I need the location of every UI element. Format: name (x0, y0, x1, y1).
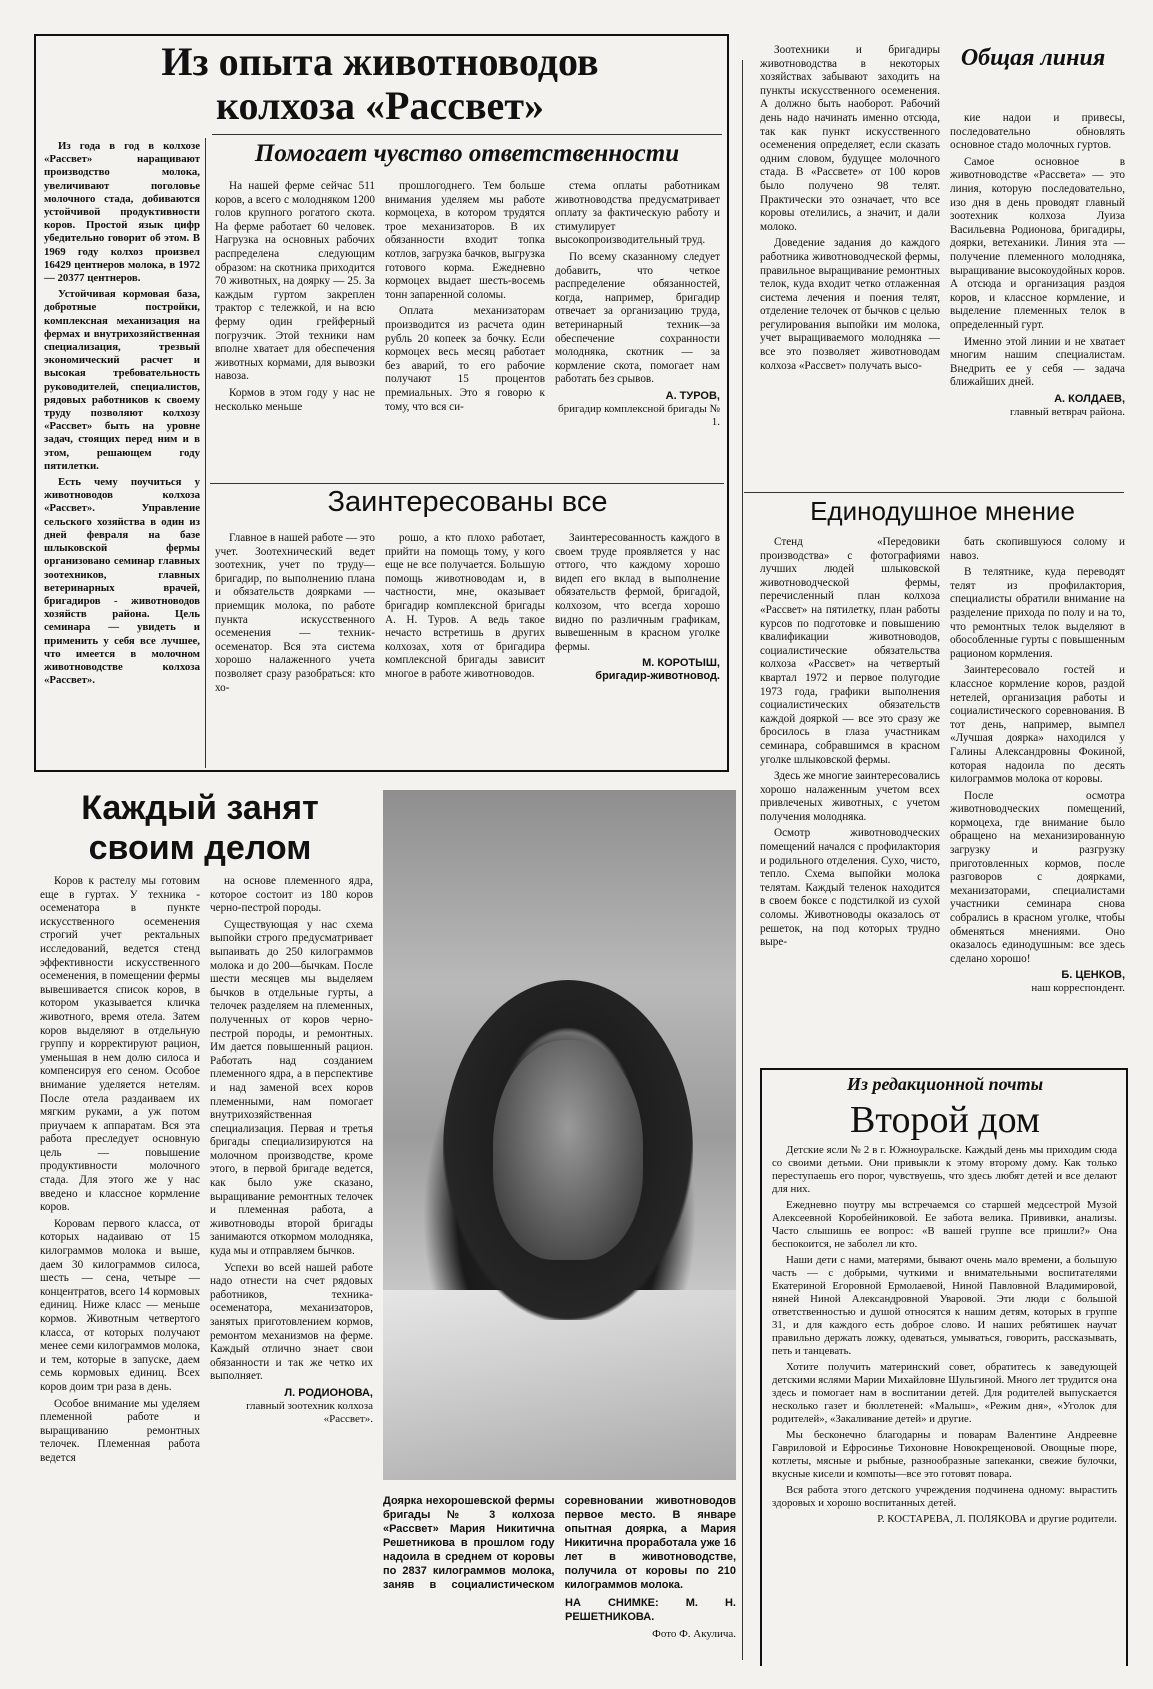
article5-signature (210, 1387, 373, 1426)
article2-column-2 (385, 532, 545, 685)
article4-paragraph: Здесь же многие заинтересовались хорошо налаженным учетом всех привлеченых животных, с учетом получения молодняка. (760, 770, 940, 823)
article5-column-2 (210, 875, 373, 1426)
article6-paragraph: Хотите получить материнский совет, обратитесь к заведующей детскими яслями Марии Михайловне Шульгиной. Много лет трудится она здесь и помогает нам в воспитании детей. Для родителей выпускается несколько газет и бюллетеней: «Малыш», «Режим дня», «Уголок для родителей», «Закаливание детей» и другие. (772, 1361, 1117, 1425)
article1-column-1 (215, 180, 375, 417)
article1-paragraph: Кормов в этом году у нас не несколько меньше (215, 386, 375, 413)
article6-paragraph: Детские ясли № 2 в г. Южноуральске. Каждый день мы приходим сюда со своими детьми. Они привыкли к этому второму дому. Как только переступаешь его порог, чувствуешь, что здесь любят детей и все делают для них. (772, 1144, 1117, 1195)
article4-signature-name: Б. ЦЕНКОВ, (1061, 969, 1125, 982)
article5-signature-role: главный зоотехник колхоза «Рассвет». (246, 1399, 373, 1425)
article2-column-3 (555, 532, 720, 683)
intro-paragraph: Устойчивая кормовая база, добротные постройки, комплексная механизация на фермах и внутрихозяйственная специализация, трезвый экономический расчет и высокая требовательность руководителей, специалистов, рядовых работников к своему труду позволяют колхозу «Рассвет» быть на уровне задач, стоящих перед ним и в этом, решающем году пятилетки. (44, 288, 200, 472)
article4-top-rule (744, 492, 1124, 493)
article6-paragraph: Наши дети с нами, матерями, бывают очень мало времени, а большую часть — с добрыми, чуткими и внимательными воспитателями Екатериной Егоровной Ермолаевой, Ниной Павловной Владимировой, няней Ниной Александровной Уваровой. Эти люди с большой ответственностью и душой относятся к нашим детям, которых в группе 31, и для каждого есть доброе слово. И наших ребятишек научат правильно держать ложку, одеваться, умываться, говорить, рассказывать, петь и танцевать. (772, 1254, 1117, 1357)
photo-credit: Фото Ф. Акулича. (652, 1628, 736, 1640)
article2-signature-name: М. КОРОТЫШ, (642, 657, 720, 670)
article2-paragraph: Заинтересованность каждого в своем труде проявляется у нас оттого, что каждому хорошо видеп его вклад в выполнение обязательств фермой, бригадой, колхозом, что всегда хорошо видно по различным графикам, вывешенным в красном уголке фермы. (555, 532, 720, 653)
article5-title-line2: своим делом (88, 829, 312, 867)
article4-column-2 (950, 536, 1125, 995)
article1-paragraph: Оплата механизаторам производится из расчета один рубль 20 копеек за бочку. Если кормоцех весь месяц работает без аварий, то его рабочие получают 15 процентов премиальных. Это я говорю к тому, что вся си- (385, 305, 545, 413)
article2-column-1 (215, 532, 375, 698)
main-headline (120, 40, 640, 128)
article4-column-1 (760, 536, 940, 953)
article6-frame-top (760, 1068, 1128, 1070)
article1-signature-role: бригадир комплексной бригады № 1. (558, 402, 720, 428)
article5-paragraph: Успехи во всей нашей работе надо отнести на счет рядовых работников, техника-осеменатора, механизаторов, занятых приготовлением кормов, ремонтом механизмов на ферме. Каждый отлично знает свои обязанности и так же четко их выполняет. (210, 1261, 373, 1383)
article5-title-line1: Каждый занят (81, 789, 319, 827)
main-headline-line1: Из опыта животноводов (161, 39, 599, 84)
article1-title-rule (212, 134, 722, 135)
article2-signature-role: бригадир-животновод. (595, 670, 720, 683)
article5-title (40, 788, 360, 868)
photo-label: НА СНИМКЕ: М. Н. РЕШЕТНИКОВА. (565, 1597, 736, 1623)
article2-paragraph: Главное в нашей работе — это учет. Зоотехнический ведет зоотехник, учет по труду— бригадир, по выполнению плана и обязательств доярками — приемщик молока, по работе пункта искусственного осеменения — техник-осеменатор. Вся эта система хорошо налаженного учета позволяет сразу разобраться: кто хо- (215, 532, 375, 694)
article5-paragraph: Особое внимание мы уделяем племенной работе и выращиванию ремонтных телочек. Племенная работа ведется (40, 1397, 200, 1464)
article1-paragraph: прошлогоднего. Тем больше внимания уделяем мы работе кормоцеха, в котором трудятся трое механизаторов. В их обязанности входит топка котлов, загрузка бачков, выгрузка готового корма. Ежедневно кормоцех выдает шесть-восемь тонн запаренной соломы. (385, 180, 545, 301)
article4-paragraph: бать скопившуюся солому и навоз. (950, 536, 1125, 562)
article4-signature (950, 969, 1125, 995)
article1-signature (555, 390, 720, 429)
frame-mid-rule (34, 770, 729, 772)
article6-paragraph: Ежедневно поутру мы встречаемся со старшей медсестрой Музой Алексеевной Коробейниковой. Ее забота велика. Прививки, анализы. Часто слышишь ее вопрос: «В вашей группе все пришли?» Она беспокоится, не заболел ли кто. (772, 1199, 1117, 1250)
article3-column-2 (950, 112, 1125, 419)
article4-paragraph: После осмотра животноводческих помещений, кормоцеха, где внимание было обращено на механизированную загрузку и разгрузку приготовленных кормов, после разговоров с доярками, механизаторами, специалистами участники семинара снова собрались в красном уголке, чтобы обменяться мнениями. Оно оказалось единодушным: все здесь сделано хорошо! (950, 789, 1125, 965)
article2-paragraph: рошо, а кто плохо работает, прийти на помощь тому, у кого еще не все получается. Большую помощь животноводам и, в частности, мне, оказывает бригадир комплексной бригады А. Н. Туров. А ведь такое нечасто встретишь в других колхозах, хотя от бригадира комплексной бригады зависит многое в работе животноводов. (385, 532, 545, 680)
article6-body (772, 1144, 1117, 1529)
article3-column-1 (760, 44, 940, 376)
article3-paragraph: Именно этой линии и не хватает многим нашим специалистам. Внедрить ее у себя — задача ближайших дней. (950, 335, 1125, 389)
article6-frame-right (1126, 1068, 1128, 1666)
frame-top-rule (34, 34, 727, 36)
article3-paragraph: Доведение задания до каждого работника животноводческой фермы, правильное выращивание ремонтных телок, куда входит четко отлаженная система лечения и поения телят, отделение телочек от бычков с целью регулирования выпойки им молока, учет выращиваемого молодняка — все это позволяет животноводам колхоза «Рассвет» получать высо- (760, 237, 940, 372)
article1-paragraph: стема оплаты работникам животноводства предусматривает оплату за фактическую работу и стимулирует высокопроизводительный труд. (555, 180, 720, 247)
article3-signature (950, 393, 1125, 419)
article1-signature-name: А. ТУРОВ, (665, 389, 720, 402)
article1-title: Помогает чувство ответственности (254, 140, 680, 167)
photo-caption: Доярка нехорошевской фермы бригады № 3 колхоза «Рассвет» Мария Никитична Решетникова в прошлом году надоила в среднем от коровы по 2837 килограммов молока, заняв в социалистическом соревновании животноводов первое место. В январе опытная доярка, а Мария Никитична проработала уже 16 лет в животноводстве, получила от коровы по 210 килограммов молока. (383, 1495, 736, 1591)
article1-paragraph: На нашей ферме сейчас 511 коров, а всего с молодняком 1200 голов крупного рогатого скота. На ферме работает 60 человек. Нагрузка на основных рабочих распределена следующим образом: на скотника приходится 70 животных, на доярку — 25. За каждым гуртом закреплен трактор с тележкой, и на всю ферму один грейферный погрузчик. Этой техники нам вполне хватает для обеспечения животных кормами, для вывозки навоза. (215, 180, 375, 383)
article3-title: Общая линия (960, 45, 1106, 71)
frame-left-rule (34, 34, 36, 770)
article6-frame-left (760, 1068, 762, 1666)
article4-paragraph: Заинтересовало гостей и классное кормление коров, раздой нетелей, организация работы и социалистического соревнования. В тот день, например, вымпел «Лучшая доярка» находился у Галины Александровны Фокиной, которая надоила по десять килограммов молока от коровы. (950, 664, 1125, 786)
article4-paragraph: Стенд «Передовики производства» с фотографиями лучших людей шлыковской животноводческой фермы, перечисленный план колхоза «Рассвет» на пятилетку, план работы курсов по подготовке и повышению квалификации животноводов, социалистические обязательства колхоза «Рассвет» на четвертый квартал 1972 и первое полугодие 1973 года, графики выполнения социалистических обязательств каждой дояркой — все это сразу же бросилось в глаза участникам семинара, собравшимся в красном уголке шлыковской фермы. (760, 536, 940, 766)
portrait-photo (383, 790, 736, 1480)
intro-block (44, 140, 200, 690)
article3-signature-role: главный ветврач района. (1010, 405, 1125, 418)
frame-right-rule (727, 34, 729, 770)
article3-signature-name: А. КОЛДАЕВ, (1054, 392, 1125, 405)
main-headline-line2: колхоза «Рассвет» (216, 83, 544, 128)
article5-paragraph: Существующая у нас схема выпойки строго предусматривает выпаивать до 250 килограммов молока и до 200—бычкам. После шести месяцев мы выделяем бычков в отдельные гурты, а телочек разделяем на племенных, полученных от коров черно-пестрой породы, и ремонтных. Им дается повышенный рацион. Работать над созданием племенного ядра, а в перспективе и над заменой всех коров племенными, нам помогает внутрихозяйственная специализация. Первая и третья бригады специализируются на молочном производстве, кроме этого, в первой бригаде ведется, как было уже сказано, выращивание ремонтных телочек и племенная работа, а животноводы второй бригады занимаются откормом молодняка, куда мы и отправляем бычков. (210, 918, 373, 1258)
article6-paragraph: Мы бесконечно благодарны и поварам Валентине Андреевне Гавриловой и Ефросинье Тихоновне Новокрещеновой. Овощные пюре, котлеты, мясные и рыбные, разнообразные запеканки, свежие булочки, вкусные кисели и компоты—все это готовят повара. (772, 1429, 1117, 1480)
article4-signature-role: наш корреспондент. (1031, 982, 1125, 995)
article6-kicker: Из редакционной почты (846, 1074, 1044, 1094)
article5-column-1 (40, 875, 200, 1469)
article3-paragraph: Самое основное в животноводстве «Рассвета» — это линия, которую последовательно, изо дня в день проводят главный зоотехник колхоза Луиза Васильевна Родионова, бригадиры, доярки, ветеханики. Линия эта — получение племенного молодняка, выращивание высокоудойных коров. А отсюда и организация раздоя коров, и классное кормление, и выделение племенных телок в определенный гурт. (950, 155, 1125, 331)
article6-title: Второй дом (850, 1099, 1040, 1141)
article3-paragraph: кие надои и привесы, последовательно обновлять основное стадо молочных гуртов. (950, 112, 1125, 152)
article1-paragraph: По всему сказанному следует добавить, что четкое распределение обязанностей, когда, например, бригадир отвечает за организацию труда, ветеринарный техник—за обеспечение сохранности молодняка, скотник — за кормление скота, помогает нам работать без срывов. (555, 250, 720, 386)
article4-paragraph: В телятнике, куда переводят телят из профилактория, специалисты обратили внимание на разделение прихода по полу и на то, что ремонтных телок выделяют в обособленные гурты с повышенным рационом кормления. (950, 566, 1125, 660)
article2-signature (555, 657, 720, 683)
article3-paragraph: Зоотехники и бригадиры животноводства в некоторых хозяйствах забывают заходить на пункты искусственного осеменения. А должно быть наоборот. Рабочий день надо начинать именно отсюда, так как пункт искусственного осеменения определяет, если сказать одним словом, будущее молочного стада. В «Рассвете» от 100 коров было получено 98 телят. Практически это означает, что все коровы отелились, а значит, и дали молоко. (760, 44, 940, 233)
article1-column-3 (555, 180, 720, 429)
photo-caption-block (383, 1494, 736, 1641)
article4-paragraph: Осмотр животноводческих помещений начался с профилактория и родильного отделения. Сухо, чисто, тепло. Схема выпойки молока телятам. Каждый теленок находится в своем боксе с подстилкой из сухой соломы. Животноводы оказалось от решеток, на под которых трудно выре- (760, 827, 940, 949)
article2-title: Заинтересованы все (327, 486, 608, 518)
intro-divider (205, 138, 206, 768)
article5-signature-name: Л. РОДИОНОВА, (284, 1386, 373, 1399)
photo-face (493, 1040, 643, 1260)
article6-signature: Р. КОСТАРЕВА, Л. ПОЛЯКОВА и другие родители. (877, 1513, 1117, 1525)
intro-paragraph: Из года в год в колхозе «Рассвет» наращивают производство молока, увеличивают поголовье молочного стада, добиваются устойчивой продуктивности коров. Простой язык цифр убедительно говорит об этом. В 1969 году колхоз произвел 16429 центнеров молока, в 1972 — 20377 центнеров. (44, 140, 200, 285)
article5-paragraph: на основе племенного ядра, которое состоит из 180 коров черно-пестрой породы. (210, 875, 373, 915)
article6-paragraph: Вся работа этого детского учреждения подчинена одному: вырастить здоровых и хорошо воспитанных детей. (772, 1484, 1117, 1509)
article2-top-rule (210, 483, 724, 484)
article5-paragraph: Коров к растелу мы готовим еще в гуртах. У техника - осеменатора в пункте искусственного осеменения строгий учет ректальных исследований, ведется стенд эффективности искусственного осеменения, в помещении фермы вывешивается список коров, в котором указывается кличка животного, время отела. Затем коров выделяют в отдельную группу и корректируют рацион, уменьшая в нем долю силоса и компенсируя его сеном. Особое внимание уделяется нетелям. После отела раздаиваем их мягким руками, а уж потом приучаем к аппаратам. Вся эта работа преследует основную цель — повышение продуктивности молочного стада. Для этого же у нас введено и классное кормление коров. (40, 875, 200, 1214)
article5-paragraph: Коровам первого класса, от которых надаиваю от 15 килограммов молока и выше, даем 30 килограммов силоса, шесть — сена, четыре — концентратов, всего 14 кормовых единиц. Ниже класс — меньше кормов. Животным четвертого класса, от которых получают менее семи килограммов молока, и тем, которые в запуске, даем семь кормовых единиц. Всех коров доим три раза в день. (40, 1217, 200, 1393)
article4-title: Единодушное мнение (810, 496, 1075, 526)
article1-column-2 (385, 180, 545, 417)
intro-paragraph: Есть чему поучиться у животноводов колхоза «Рассвет». Управление сельского хозяйства в один из дней февраля на базе шлыковской фермы организовано семинар главных зоотехников, главных ветеринарных врачей, бригадиров - животноводов хозяйств района. Цель семинара — увидеть и применить у себя все лучшее, что имеется в молочном животноводстве колхоза «Рассвет». (44, 476, 200, 687)
right-column-divider (742, 60, 743, 1660)
